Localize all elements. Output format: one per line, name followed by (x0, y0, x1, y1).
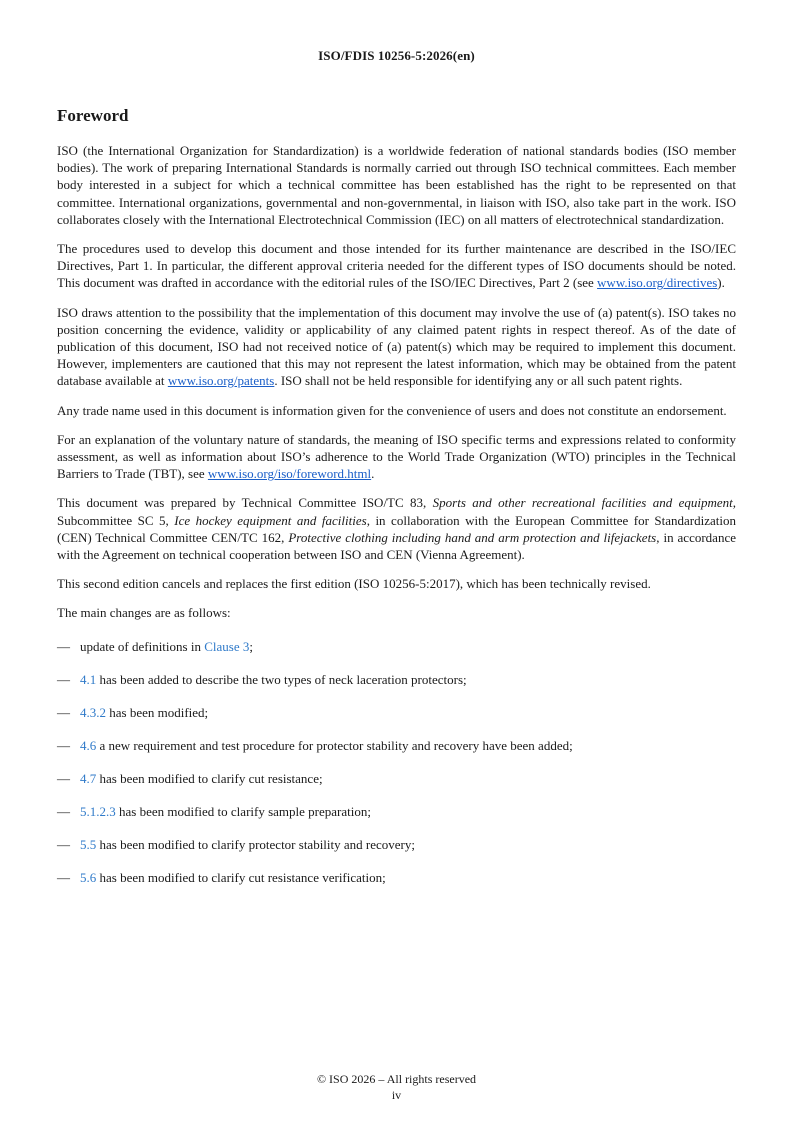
page-footer (0, 1071, 793, 1103)
clause-reference-link[interactable]: 5.5 (80, 836, 97, 852)
committee-title: Sports and other recreational facilities and equipment, (432, 495, 736, 511)
directives-link[interactable]: www.iso.org/directives (597, 275, 718, 291)
paragraph-text: ISO draws attention to the possibility that the implementation of this document may involve the use of (a) patent(s). ISO takes no position concerning the evidence, validity or applicability of any claimed patent rights in respect thereof. As of the date of publication of this document, ISO had not received notice of (a) patent(s) which may be required to implement this document. However, implementers are cautioned that this may not represent the latest information, which may be obtained from the patent database available at (57, 304, 736, 389)
list-item (57, 836, 736, 853)
clause-reference-link[interactable]: 4.7 (80, 770, 97, 786)
em-dash-bullet: — (57, 638, 70, 654)
foreword-link[interactable]: www.iso.org/iso/foreword.html (207, 466, 372, 482)
paragraph-text: For an explanation of the voluntary nature of standards, the meaning of ISO specific terms and expressions related to conformity assessment, as well as information about ISO’s adherence to the World Trade Organization (WTO) principles in the Technical Barriers to Trade (TBT), see (57, 431, 736, 482)
page-title: Foreword (57, 106, 129, 125)
paragraph-text: , in collaboration with the European Committee for Standardization (CEN) Technical Committee CEN/TC 162, (57, 512, 737, 545)
item-text: has been added to describe the two types of neck laceration protectors; (96, 671, 467, 687)
paragraph-procedures (57, 240, 736, 292)
list-item (57, 704, 736, 721)
paragraph-text: The procedures used to develop this document and those intended for its further maintenance are described in the ISO/IEC Directives, Part 1. In particular, the different approval criteria needed for the different types of ISO documents should be noted. This document was drafted in accordance with the editorial rules of the ISO/IEC Directives, Part 2 (see (57, 241, 736, 291)
item-text: has been modified to clarify protector stability and recovery; (96, 836, 415, 852)
item-text: a new requirement and test procedure for protector stability and recovery have been added; (96, 737, 573, 753)
clause-reference-link[interactable]: 5.1.2.3 (80, 803, 116, 819)
em-dash-bullet: — (57, 836, 70, 852)
clause-reference-link[interactable]: 4.1 (80, 671, 97, 687)
foreword-section (57, 105, 736, 902)
paragraph-iso-intro: ISO (the International Organization for Standardization) is a worldwide federation of national standards bodies (ISO member bodies). The work of preparing International Standards is normally carried out through ISO technical committees. Each member body interested in a subject for which a technical committee has been established has the right to be represented on that committee. International organizations, governmental and non-governmental, in liaison with ISO, also take part in the work. ISO collaborates closely with the International Electrotechnical Commission (IEC) on all matters of electrotechnical standardization. (57, 143, 736, 227)
paragraph-patents (57, 304, 736, 390)
clause-reference-link[interactable]: 4.6 (80, 737, 97, 753)
paragraph-text: . (371, 466, 375, 482)
item-text: has been modified to clarify sample preparation; (115, 803, 371, 819)
item-text: has been modified; (106, 704, 209, 720)
list-item (57, 869, 736, 886)
item-text: ; (249, 638, 253, 654)
paragraph-main-changes: The main changes are as follows: (57, 605, 231, 621)
list-item (57, 770, 736, 787)
em-dash-bullet: — (57, 869, 70, 885)
list-item (57, 638, 736, 655)
paragraph-edition: This second edition cancels and replaces the first edition (ISO 10256-5:2017), which has been technically revised. (57, 576, 651, 592)
paragraph-text: . ISO shall not be held responsible for identifying any or all such patent rights. (274, 373, 683, 389)
changes-list (57, 638, 736, 886)
paragraph-trade-name: Any trade name used in this document is information given for the convenience of users and does not constitute an endorsement. (57, 402, 727, 418)
paragraph-voluntary-nature (57, 431, 736, 483)
item-text: has been modified to clarify cut resistance verification; (96, 869, 386, 885)
em-dash-bullet: — (57, 770, 70, 786)
patents-link[interactable]: www.iso.org/patents (167, 373, 275, 389)
paragraph-text: , in accordance with the Agreement on technical cooperation between ISO and CEN (Vienna Agreement). (57, 529, 736, 563)
page-number: iv (391, 1088, 402, 1102)
copyright-notice: © ISO 2026 – All rights reserved (316, 1072, 477, 1086)
item-text: update of definitions in (80, 638, 205, 654)
em-dash-bullet: — (57, 737, 70, 753)
clause-reference-link[interactable]: 4.3.2 (80, 704, 106, 720)
clause-reference-link[interactable]: Clause 3 (204, 638, 250, 654)
item-text: has been modified to clarify cut resistance; (96, 770, 323, 786)
paragraph-text: Subcommittee SC 5, (57, 512, 175, 528)
list-item (57, 737, 736, 754)
list-item (57, 671, 736, 688)
clause-reference-link[interactable]: 5.6 (80, 869, 97, 885)
em-dash-bullet: — (57, 803, 70, 819)
paragraph-text: ). (717, 275, 725, 291)
list-item (57, 803, 736, 820)
paragraph-text: This document was prepared by Technical Committee ISO/TC 83, (57, 495, 433, 511)
document-id-header: ISO/FDIS 10256-5:2026(en) (318, 48, 475, 63)
em-dash-bullet: — (57, 671, 70, 687)
cen-committee-title: Protective clothing including hand and arm protection and lifejackets (288, 529, 657, 545)
em-dash-bullet: — (57, 704, 70, 720)
paragraph-prepared-by (57, 494, 736, 563)
subcommittee-title: Ice hockey equipment and facilities (174, 512, 367, 528)
